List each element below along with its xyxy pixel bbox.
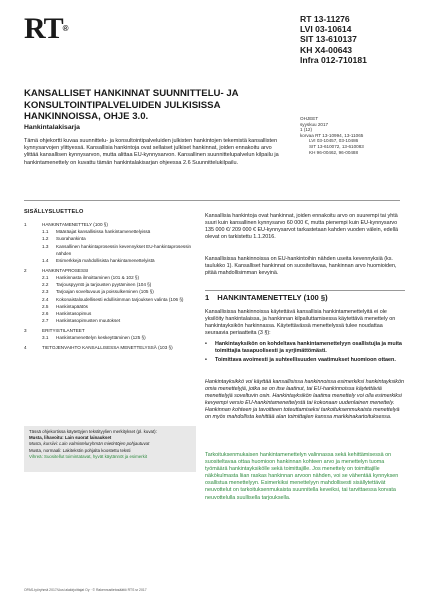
section-heading-1: 1 HANKINTAMENETTELY (100 §)	[205, 293, 328, 302]
code-rt: RT 13-11276	[300, 14, 350, 24]
legend-intro: Tässä ohjekortissa käytettyjen tekstityylien merkitykset (pl. kuvat):	[29, 429, 157, 434]
toc-item-2-5[interactable]: 2.5 Hankintapäätös	[42, 303, 88, 309]
toc-item-2-4[interactable]: 2.4 Kokonaistaloudellisesti edullisimman tarjouksen valinta (106 §)	[42, 296, 184, 302]
document-codes	[300, 14, 367, 65]
section-divider	[205, 290, 405, 291]
toc-item-4[interactable]: 4 TIETOJENVAIHTO KANSALLISESSA MENETTELYSSÄ (103 §)	[24, 344, 173, 350]
table-of-contents	[24, 221, 196, 351]
text-style-legend	[24, 426, 196, 472]
toc-heading: SISÄLLYSLUETTELO	[24, 209, 84, 215]
legend-bold: Musta, lihavoitu: Lain suorat lainaukset	[29, 435, 112, 441]
toc-item-2[interactable]: 2 HANKINTAPROSESSI	[24, 267, 89, 273]
right-para-2: Kansallisissa hankinnoissa on EU-hankintoihin nähden useita kevennyksiä (ks. taulukko 1). Kansalliset hankinnat on suositeltavaa, hankinnan arvo huomioiden, pitää mahdollisimman kevyinä.	[205, 256, 397, 277]
toc-item-2-3[interactable]: 2.3 Tarjoajan soveltuvuus ja poissulkeminen (105 §)	[42, 289, 154, 295]
meta-replaces-sit: SIT 13-610072, 13-610083	[309, 143, 364, 149]
toc-item-1-2[interactable]: 1.2 Suorahankinta	[42, 236, 86, 242]
principles-list	[205, 341, 405, 364]
meta-date: syyskuu 2017	[300, 121, 329, 127]
toc-item-1-1[interactable]: 1.1 Määräajat kansallisissa hankintamenettelyissä	[42, 229, 151, 235]
right-para-4: Hankintayksikkö voi käyttää kansallisissa hankinnoissa esimerkiksi hankintayksikön omia menettelyjä, jotka se on itse laatinut, tai EU-hankinnoissa käytettäviä menettelyjä soveltuvin osin. Hankintayksikön laatima menettely voi olla esimerkiksi kevyempi versio EU-hankintamenettelystä tai kokonaan uudenlainen menettely. Hankinnan kohteen ja tavoitteen toteuttamiseksi tarkoituksenmukaista menettelyä on myös mahdollista kehittää alan toimittajien kanssa markkinakartoituksessa.	[205, 379, 404, 421]
right-para-5: Tarkoituksenmukaisen hankintamenettelyn valinnassa sekä kehittämisessä on suositeltavaa ottaa huomioon hankinnan kohteen arvo ja menettelyn tuoma työmäärä hankintayksikölle sekä toimittajille. Jos menettely on toimittajille näkökulmasta liian raskas hankinnan arvoon nähden, voi se vähentää kynnyksen osallistua menettelyyn. Esimerkiksi menettelyyn mahdollisesti sisällytettävät neuvottelut on tarkoituksenmukaista suunnitella keveiksi, tai tarvittaessa korvata neuvottelulla suullisella tarjouksella.	[205, 452, 399, 501]
meta-type: OHJEET	[300, 116, 319, 121]
main-title: KANSALLISET HANKINNAT SUUNNITTELU- JA KONSULTOINTIPALVELUIDEN JULKISISSA HANKINNOISSA, OHJE 3.0.	[24, 88, 239, 123]
code-lvi: LVI 03-10614	[300, 24, 352, 35]
right-para-1: Kansallisia hankintoja ovat hankinnat, joiden ennakoitu arvo on suurempi tai yhtä suuri kuin kansallinen kynnysarvo 60 000 €, mutta pienempi kuin EU-kynnysarvo 135 000 €/ 209 000 € EU-kynnysarvot tarkastetaan kahden vuoden välein, edellä olevat on tarkistettu 1.1.2016.	[205, 213, 398, 241]
toc-item-3-1[interactable]: 3.1 Hankintamenettelyn keskeyttäminen (125 §)	[42, 335, 146, 341]
legend-normal: Musta, normaali: Lakitekstin pohjalta koostettu teksti	[29, 447, 131, 453]
toc-item-2-7[interactable]: 2.7 Hankintasopimusten muutokset	[42, 318, 121, 324]
code-sit: SIT 13-610137	[300, 34, 357, 45]
code-kh: KH X4-00643	[300, 44, 353, 55]
legend-italic: Musta, kursiivi: Lain valmisteluryhmän mietintöjen pohjautuvat	[29, 441, 150, 447]
toc-item-1[interactable]: 1 HANKINTAMENETTELY (100 §)	[24, 222, 108, 227]
divider	[24, 200, 400, 201]
meta-replaces-lvi: LVI 03-10457, 03-10486	[309, 138, 359, 144]
legend-green: Vihreä: Suositellut toimintatavat, hyvät käytännöt ja esimerkit	[29, 453, 148, 459]
subtitle: Hankintalakisarja	[24, 124, 80, 131]
right-para-3: Kansallisissa hankinnoissa käytettävä kansallisia hankintamenettelyitä ei ole yksilöity hankintalaissa, ja hankinnan kilpailuttamisessa käytettävä menettely on hankintayksikön harkinnassa. Käytettävässä menettelyssä tulee noudattaa seuraavia periaatteita (3 §):	[205, 309, 396, 337]
footer: OPAS-työryhmä 2017/Uusi alakirjoittajat Oy · © Rakennustietosäätiö RTS sr 2017	[24, 588, 147, 592]
toc-item-2-1[interactable]: 2.1 Hankinnasta ilmoittaminen (101 & 102 §)	[42, 274, 139, 280]
toc-item-1-3[interactable]: 1.3 Kansallinen hankintaprosessin kevennykset EU-hankintaprosessin nähden	[42, 243, 192, 256]
rt-logo: RT®	[24, 12, 68, 45]
meta-pages: 1 (12)	[300, 127, 313, 133]
list-item: • Toimittava avoimesti ja suhteellisuuden vaatimukset huomioon ottaen.	[205, 357, 396, 364]
toc-item-2-6[interactable]: 2.6 Hankintasopimus	[42, 310, 92, 316]
meta-replaces: korvaa RT 13-10994, 13-11065	[300, 132, 364, 138]
intro-paragraph: Tämä ohjekortti kuvaa suunnittelu- ja konsultointipalveluiden julkisten hankintojen tekemistä kansallisten kynnysarvojen ylittyessä. Kansallisia hankintoja ovat sellaiset julkiset hankinnat, joiden ennakoitu arvo ylittää kansallisen kynnysarvon, mutta alittaa EU-kynnysarvon. Kansallinen suunnittelupalvelun kilpailu ja hankintamenettely on kuvattu tämän hankintalakisarjan ohjeessa 2.6 Suunnittelukilpailu.	[24, 138, 279, 166]
toc-item-1-4[interactable]: 1.4 Esimerkkejä mahdollisista hankintamenettelyistä	[42, 258, 155, 264]
meta-replaces-kh: KH 96-00462, 96-00488	[309, 149, 359, 155]
code-infra: Infra 012-710181	[300, 54, 367, 65]
toc-item-3[interactable]: 3 ERITYISTILANTEET	[24, 327, 85, 333]
toc-item-2-2[interactable]: 2.2 Tarjouspyyntö ja tarjousten pyytäminen (104 §)	[42, 282, 152, 288]
list-item: • Hankintayksikön on kohdeltava hankintamenettelyyn osallistujia ja muita toimittajia tasapuolisesti ja syrjimättömästi.	[205, 341, 402, 355]
document-meta	[300, 116, 364, 155]
